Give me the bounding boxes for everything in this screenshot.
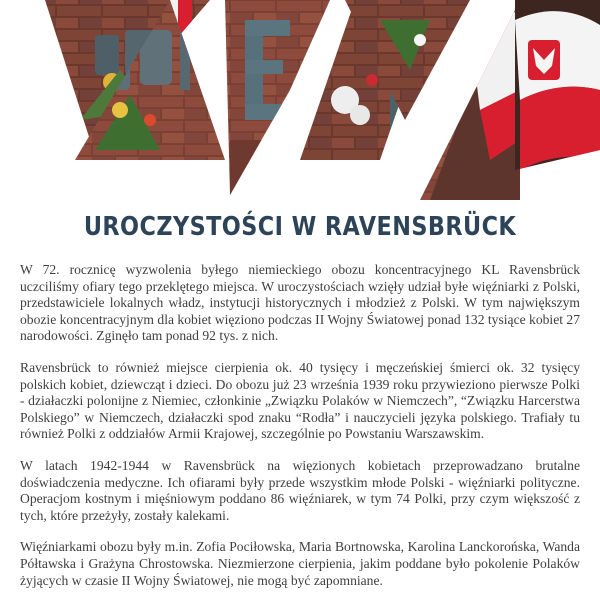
flag-tile [510,0,600,175]
paragraph-2: Ravensbrück to również miejsce cierpienia ok. 40 tysięcy i męczeńskiej śmierci ok. 32 tysięcy polskich kobiet, dziewcząt i dzieci. Do obozu już 23 września 1939 roku przywieziono pierwsze Polki - działaczki polonijne z Niemiec, członkinie „Związku Polaków w Niemczech”, “Związku Harcerstwa Polskiego” w Niemczech, działaczki spod znaku “Rodła” i nauczycieli języka polskiego. Trafiały tu również Polki z oddziałów Armii Krajowej, szczególnie po Powstaniu Warszawskim. [20,359,580,442]
article-body [20,262,580,604]
paragraph-4: Więźniarkami obozu były m.in. Zofia Pociłowska, Maria Bortnowska, Karolina Lanckorońska, Wanda Półtawska i Grażyna Chrostowska. Niezmierzone cierpienia, jakim poddane było pokolenie Polaków żyjących w czasie II Wojny Światowej, nie mogą być zapomniane. [20,539,580,588]
photo-tile-3 [220,0,335,200]
paragraph-1: W 72. rocznicę wyzwolenia byłego niemieckiego obozu koncentracyjnego KL Ravensbrück uczciliśmy ofiary tego przeklętego miejsca. W uroczystościach wzięły udział byłe więźniarki z Polski, przedstawiciele lokalnych władz, instytucji historycznych i młodzież z Polski. W tym największym obozie koncentracyjnym dla kobiet więziono podczas II Wojny Światowej ponad 132 tysiące kobiet 27 narodowości. Zginęło tam ponad 92 tys. z nich. [20,262,581,344]
triangle-photo-collage [0,0,600,200]
page-title: UROCZYSTOŚCI W RAVENSBRÜCK [83,212,517,242]
photo-banner [0,0,600,200]
paragraph-3: W latach 1942-1944 w Ravensbrück na więzionych kobietach przeprowadzano brutalne doświadczenia medyczne. Ich ofiarami były przede wszystkim młode Polski - więźniarki polityczne. Operacjom kostnym i mięśniowym poddano 86 więźniarek, w tym 74 Polki, przy czym większość z tych, które przeżyły, zostały kalekami. [20,457,580,523]
